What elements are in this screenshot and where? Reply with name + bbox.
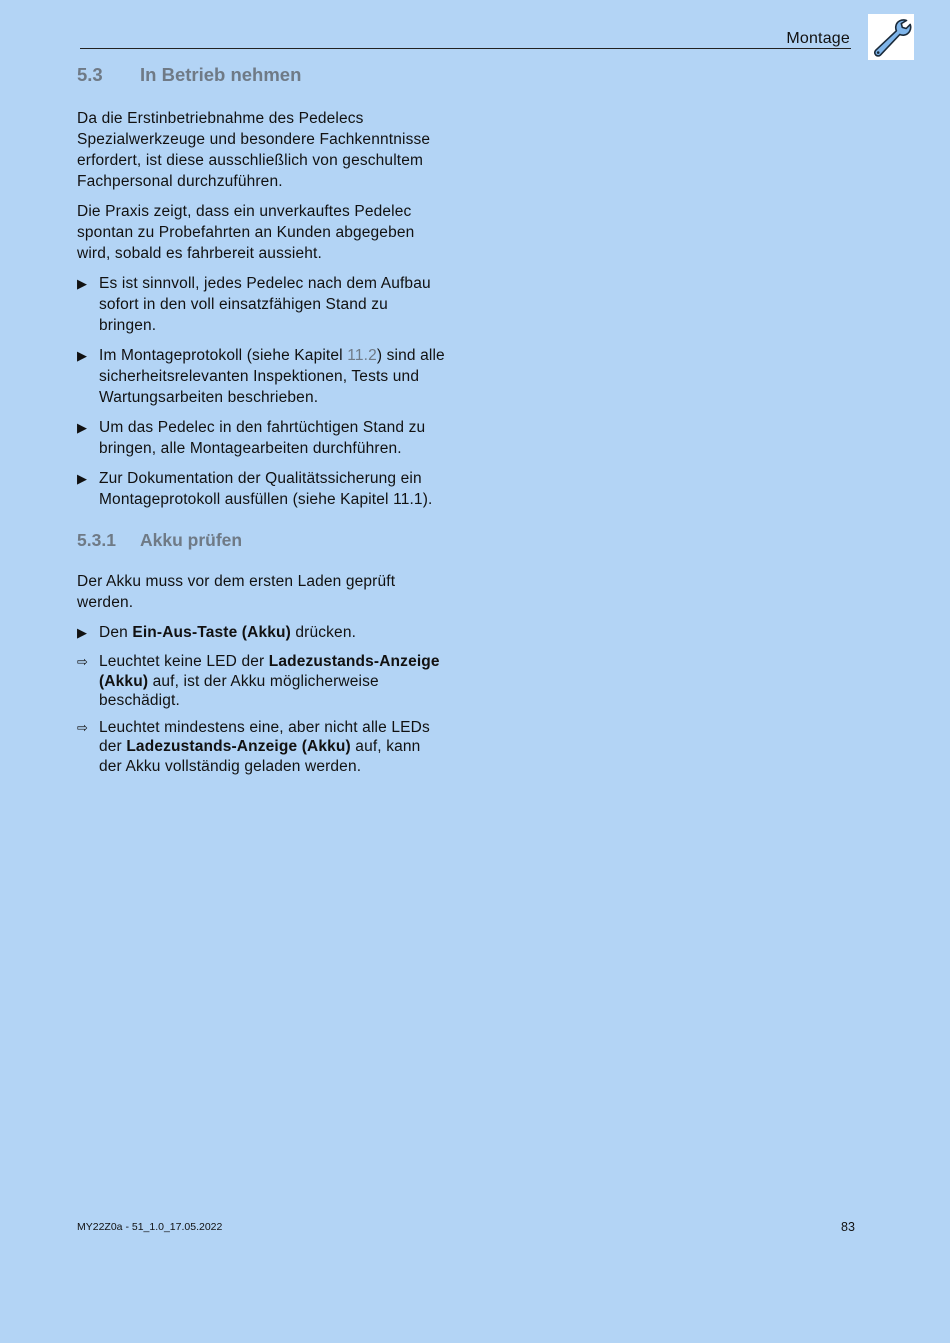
- header-rule: [80, 48, 851, 49]
- chapter-link[interactable]: 11.2: [347, 347, 377, 364]
- paragraph: Die Praxis zeigt, dass ein unverkauftes Pedelec spontan zu Probefahrten an Kunden abgegeben wird, sobald es fahrbereit aussieht.: [77, 203, 415, 262]
- result-text: [99, 652, 447, 711]
- instruction-step: [77, 345, 447, 408]
- indicator-name: Ladezustands-Anzeige (Akku): [99, 653, 440, 690]
- instruction-step: [77, 622, 447, 643]
- step-text: Zur Dokumentation der Qualitätssicherung ein Montageprotokoll ausfüllen (siehe Kapitel 11.1).: [99, 470, 433, 508]
- result-text: [99, 718, 447, 777]
- step-text-part: drücken.: [290, 624, 357, 641]
- result-text-part: Leuchtet keine LED der: [99, 653, 269, 670]
- subsection-title: Akku prüfen: [140, 530, 243, 550]
- page-number: 83: [841, 1220, 855, 1234]
- paragraph: Der Akku muss vor dem ersten Laden geprüft werden.: [77, 573, 396, 611]
- result-text-part: Leuchtet mindestens eine, aber nicht alle LEDs der: [99, 718, 430, 755]
- step-text-part: ) sind alle sicherheitsrelevanten Inspektionen, Tests und Wartungsarbeiten beschrieben.: [99, 347, 445, 406]
- step-text-part: Im Montageprotokoll (siehe Kapitel: [99, 347, 348, 364]
- step-arrow-icon: ▶: [77, 276, 88, 291]
- section-title: In Betrieb nehmen: [140, 64, 302, 85]
- result-arrow-icon: ⇨: [77, 719, 89, 735]
- footer-doc-id: MY22Z0a - 51_1.0_17.05.2022: [77, 1221, 223, 1233]
- instruction-step: [77, 273, 447, 336]
- step-text: [99, 345, 447, 408]
- header-section-title: Montage: [786, 30, 850, 47]
- step-arrow-icon: ▶: [77, 420, 88, 435]
- instruction-step: [77, 468, 447, 510]
- step-arrow-icon: ▶: [77, 348, 88, 363]
- result-text-part: auf, ist der Akku möglicherweise beschädigt.: [99, 672, 379, 709]
- step-text: [99, 622, 447, 643]
- step-text-part: Den: [99, 624, 133, 641]
- paragraph: Da die Erstinbetriebnahme des Pedelecs Spezialwerkzeuge und besondere Fachkenntnisse erfordert, ist diese ausschließlich von geschultem Fachpersonal durchzuführen.: [77, 110, 431, 190]
- main-content: [77, 62, 447, 783]
- subsection-number: 5.3.1: [77, 530, 116, 550]
- instruction-step: [77, 417, 447, 459]
- step-arrow-icon: ▶: [77, 625, 88, 640]
- result-item: [77, 652, 447, 711]
- result-item: [77, 718, 447, 777]
- section-number: 5.3: [77, 64, 103, 85]
- wrench-icon: [868, 14, 914, 60]
- indicator-name: Ladezustands-Anzeige (Akku): [126, 738, 351, 755]
- section-heading: [77, 64, 447, 86]
- control-name: Ein-Aus-Taste (Akku): [132, 624, 291, 641]
- step-arrow-icon: ▶: [77, 471, 88, 486]
- subsection-heading: [77, 530, 447, 551]
- result-text-part: auf, kann der Akku vollständig geladen werden.: [99, 738, 421, 775]
- step-text: Es ist sinnvoll, jedes Pedelec nach dem Aufbau sofort in den voll einsatzfähigen Stand zu bringen.: [99, 275, 431, 334]
- result-arrow-icon: ⇨: [77, 654, 89, 669]
- step-text: Um das Pedelec in den fahrtüchtigen Stand zu bringen, alle Montagearbeiten durchführen.: [99, 419, 426, 457]
